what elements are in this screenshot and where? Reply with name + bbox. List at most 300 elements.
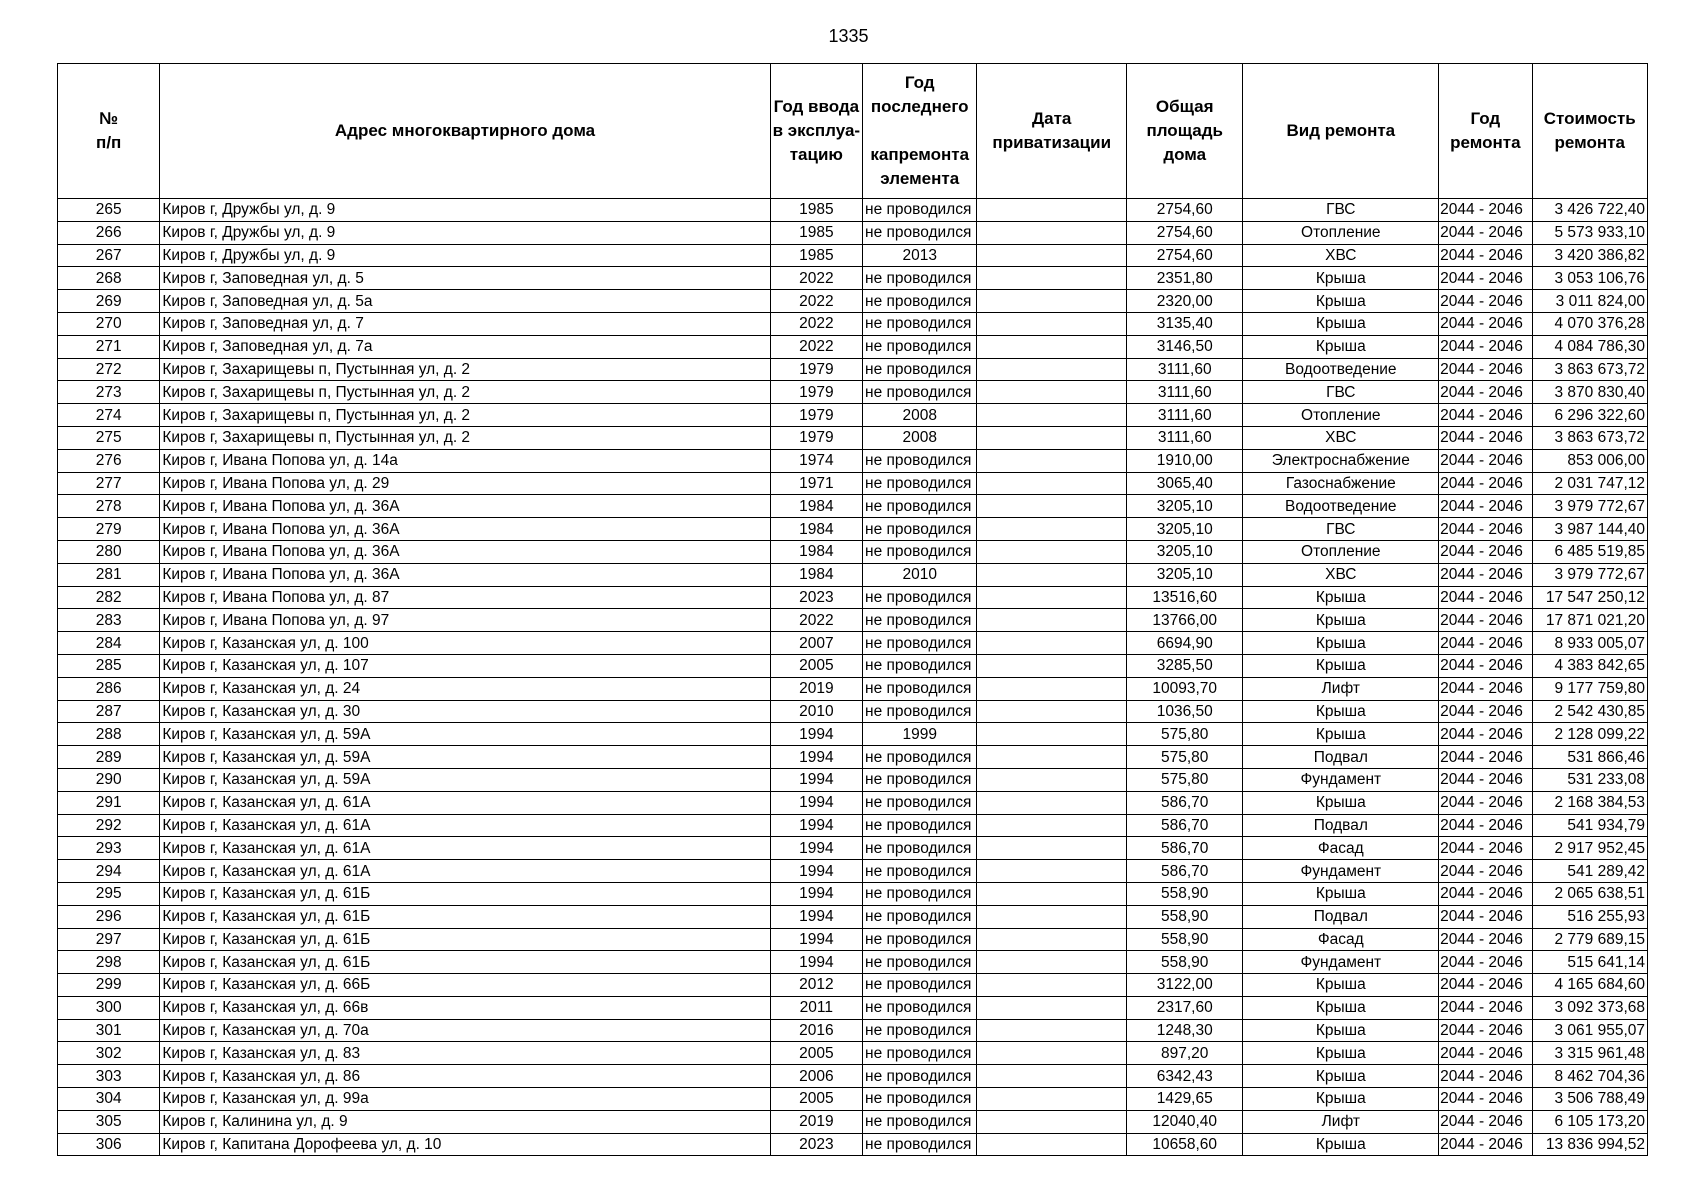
cell-last-repair: 1999 [863, 723, 977, 746]
cell-repair-year: 2044 - 2046 [1439, 951, 1532, 974]
cell-year-built: 1994 [770, 905, 862, 928]
cell-year-built: 2019 [770, 677, 862, 700]
table-row [58, 404, 1648, 427]
table-row [58, 381, 1648, 404]
cell-privatization [977, 244, 1127, 267]
cell-cost: 853 006,00 [1532, 449, 1647, 472]
cell-repair-year: 2044 - 2046 [1439, 586, 1532, 609]
cell-privatization [977, 746, 1127, 769]
cell-last-repair: не проводился [863, 518, 977, 541]
cell-address: Киров г, Казанская ул, д. 61Б [160, 951, 770, 974]
cell-area: 6694,90 [1127, 632, 1243, 655]
table-row [58, 244, 1648, 267]
cell-num: 302 [58, 1042, 160, 1065]
cell-repair-year: 2044 - 2046 [1439, 905, 1532, 928]
cell-cost: 6 485 519,85 [1532, 540, 1647, 563]
cell-address: Киров г, Захарищевы п, Пустынная ул, д. 2 [160, 358, 770, 381]
cell-area: 1036,50 [1127, 700, 1243, 723]
cell-cost: 541 934,79 [1532, 814, 1647, 837]
cell-last-repair: не проводился [863, 221, 977, 244]
cell-cost: 17 547 250,12 [1532, 586, 1647, 609]
cell-cost: 4 165 684,60 [1532, 974, 1647, 997]
cell-cost: 531 233,08 [1532, 768, 1647, 791]
cell-privatization [977, 495, 1127, 518]
cell-address: Киров г, Ивана Попова ул, д. 36А [160, 540, 770, 563]
cell-cost: 3 979 772,67 [1532, 563, 1647, 586]
cell-num: 303 [58, 1065, 160, 1088]
cell-cost: 3 987 144,40 [1532, 518, 1647, 541]
cell-num: 293 [58, 837, 160, 860]
cell-area: 586,70 [1127, 837, 1243, 860]
cell-address: Киров г, Казанская ул, д. 83 [160, 1042, 770, 1065]
cell-year-built: 1994 [770, 746, 862, 769]
cell-address: Киров г, Захарищевы п, Пустынная ул, д. 2 [160, 381, 770, 404]
cell-repair-type: Крыша [1243, 723, 1439, 746]
cell-last-repair: не проводился [863, 951, 977, 974]
cell-repair-type: Электроснабжение [1243, 449, 1439, 472]
cell-address: Киров г, Ивана Попова ул, д. 87 [160, 586, 770, 609]
cell-last-repair: не проводился [863, 290, 977, 313]
cell-num: 306 [58, 1133, 160, 1156]
cell-repair-year: 2044 - 2046 [1439, 974, 1532, 997]
cell-repair-type: Крыша [1243, 882, 1439, 905]
cell-address: Киров г, Казанская ул, д. 61Б [160, 882, 770, 905]
cell-last-repair: не проводился [863, 677, 977, 700]
cell-num: 299 [58, 974, 160, 997]
table-row [58, 632, 1648, 655]
cell-cost: 3 863 673,72 [1532, 358, 1647, 381]
header-cost: Стоимость ремонта [1532, 64, 1647, 199]
cell-address: Киров г, Дружбы ул, д. 9 [160, 221, 770, 244]
table-header [58, 64, 1648, 199]
cell-address: Киров г, Заповедная ул, д. 5а [160, 290, 770, 313]
cell-year-built: 1971 [770, 472, 862, 495]
cell-last-repair: не проводился [863, 381, 977, 404]
table-row [58, 1019, 1648, 1042]
cell-num: 273 [58, 381, 160, 404]
cell-year-built: 1994 [770, 951, 862, 974]
cell-repair-type: Крыша [1243, 586, 1439, 609]
cell-cost: 17 871 021,20 [1532, 609, 1647, 632]
cell-last-repair: не проводился [863, 1110, 977, 1133]
table-row [58, 426, 1648, 449]
table-row [58, 199, 1648, 222]
cell-area: 10093,70 [1127, 677, 1243, 700]
table-row [58, 540, 1648, 563]
cell-num: 290 [58, 768, 160, 791]
cell-area: 3205,10 [1127, 518, 1243, 541]
cell-repair-year: 2044 - 2046 [1439, 335, 1532, 358]
cell-repair-type: Лифт [1243, 677, 1439, 700]
cell-address: Киров г, Казанская ул, д. 61Б [160, 928, 770, 951]
cell-area: 558,90 [1127, 905, 1243, 928]
cell-repair-year: 2044 - 2046 [1439, 1065, 1532, 1088]
cell-repair-year: 2044 - 2046 [1439, 472, 1532, 495]
cell-repair-type: ГВС [1243, 199, 1439, 222]
cell-privatization [977, 1133, 1127, 1156]
cell-num: 266 [58, 221, 160, 244]
cell-last-repair: не проводился [863, 905, 977, 928]
cell-repair-year: 2044 - 2046 [1439, 609, 1532, 632]
cell-address: Киров г, Ивана Попова ул, д. 36А [160, 495, 770, 518]
cell-repair-year: 2044 - 2046 [1439, 540, 1532, 563]
cell-address: Киров г, Казанская ул, д. 59А [160, 723, 770, 746]
cell-repair-type: Газоснабжение [1243, 472, 1439, 495]
cell-address: Киров г, Заповедная ул, д. 7а [160, 335, 770, 358]
cell-year-built: 2022 [770, 335, 862, 358]
cell-last-repair: не проводился [863, 267, 977, 290]
cell-privatization [977, 472, 1127, 495]
cell-address: Киров г, Захарищевы п, Пустынная ул, д. 2 [160, 426, 770, 449]
cell-num: 282 [58, 586, 160, 609]
table-row [58, 267, 1648, 290]
cell-last-repair: не проводился [863, 358, 977, 381]
cell-num: 304 [58, 1088, 160, 1111]
table-row [58, 974, 1648, 997]
cell-num: 297 [58, 928, 160, 951]
cell-last-repair: не проводился [863, 609, 977, 632]
cell-repair-type: ХВС [1243, 563, 1439, 586]
cell-address: Киров г, Заповедная ул, д. 7 [160, 312, 770, 335]
cell-repair-type: Крыша [1243, 974, 1439, 997]
cell-privatization [977, 974, 1127, 997]
cell-repair-year: 2044 - 2046 [1439, 928, 1532, 951]
cell-privatization [977, 768, 1127, 791]
cell-num: 292 [58, 814, 160, 837]
cell-repair-year: 2044 - 2046 [1439, 267, 1532, 290]
table-row [58, 335, 1648, 358]
cell-privatization [977, 654, 1127, 677]
cell-privatization [977, 449, 1127, 472]
cell-repair-year: 2044 - 2046 [1439, 837, 1532, 860]
cell-num: 267 [58, 244, 160, 267]
cell-cost: 4 084 786,30 [1532, 335, 1647, 358]
cell-area: 575,80 [1127, 723, 1243, 746]
cell-num: 300 [58, 996, 160, 1019]
cell-repair-year: 2044 - 2046 [1439, 860, 1532, 883]
cell-address: Киров г, Казанская ул, д. 61А [160, 837, 770, 860]
cell-privatization [977, 404, 1127, 427]
cell-area: 897,20 [1127, 1042, 1243, 1065]
table-row [58, 221, 1648, 244]
cell-year-built: 1994 [770, 814, 862, 837]
cell-last-repair: 2008 [863, 404, 977, 427]
cell-area: 3135,40 [1127, 312, 1243, 335]
cell-last-repair: не проводился [863, 199, 977, 222]
cell-num: 272 [58, 358, 160, 381]
cell-address: Киров г, Капитана Дорофеева ул, д. 10 [160, 1133, 770, 1156]
cell-repair-year: 2044 - 2046 [1439, 404, 1532, 427]
cell-last-repair: не проводился [863, 1133, 977, 1156]
cell-cost: 2 031 747,12 [1532, 472, 1647, 495]
cell-cost: 2 917 952,45 [1532, 837, 1647, 860]
cell-repair-type: Фасад [1243, 837, 1439, 860]
table-row [58, 609, 1648, 632]
cell-num: 301 [58, 1019, 160, 1042]
cell-cost: 9 177 759,80 [1532, 677, 1647, 700]
cell-year-built: 1984 [770, 540, 862, 563]
cell-cost: 541 289,42 [1532, 860, 1647, 883]
cell-area: 2320,00 [1127, 290, 1243, 313]
cell-area: 558,90 [1127, 951, 1243, 974]
cell-repair-year: 2044 - 2046 [1439, 996, 1532, 1019]
cell-address: Киров г, Казанская ул, д. 66Б [160, 974, 770, 997]
cell-cost: 6 105 173,20 [1532, 1110, 1647, 1133]
cell-num: 277 [58, 472, 160, 495]
cell-cost: 3 426 722,40 [1532, 199, 1647, 222]
cell-repair-year: 2044 - 2046 [1439, 449, 1532, 472]
cell-year-built: 1985 [770, 221, 862, 244]
cell-repair-year: 2044 - 2046 [1439, 1133, 1532, 1156]
cell-area: 558,90 [1127, 928, 1243, 951]
table-row [58, 1133, 1648, 1156]
cell-address: Киров г, Ивана Попова ул, д. 36А [160, 563, 770, 586]
table-row [58, 905, 1648, 928]
cell-year-built: 1994 [770, 723, 862, 746]
cell-num: 291 [58, 791, 160, 814]
cell-area: 1910,00 [1127, 449, 1243, 472]
cell-privatization [977, 632, 1127, 655]
cell-last-repair: не проводился [863, 860, 977, 883]
cell-area: 3205,10 [1127, 563, 1243, 586]
cell-num: 279 [58, 518, 160, 541]
cell-repair-type: Отопление [1243, 540, 1439, 563]
cell-address: Киров г, Захарищевы п, Пустынная ул, д. 2 [160, 404, 770, 427]
cell-cost: 3 011 824,00 [1532, 290, 1647, 313]
cell-repair-type: Подвал [1243, 905, 1439, 928]
cell-area: 3111,60 [1127, 358, 1243, 381]
cell-address: Киров г, Ивана Попова ул, д. 97 [160, 609, 770, 632]
table-row [58, 1110, 1648, 1133]
cell-privatization [977, 563, 1127, 586]
cell-privatization [977, 860, 1127, 883]
table-row [58, 358, 1648, 381]
cell-cost: 3 420 386,82 [1532, 244, 1647, 267]
cell-repair-year: 2044 - 2046 [1439, 791, 1532, 814]
cell-repair-year: 2044 - 2046 [1439, 768, 1532, 791]
cell-year-built: 1994 [770, 791, 862, 814]
cell-cost: 3 053 106,76 [1532, 267, 1647, 290]
cell-area: 1429,65 [1127, 1088, 1243, 1111]
cell-num: 287 [58, 700, 160, 723]
cell-repair-type: Фасад [1243, 928, 1439, 951]
cell-area: 3122,00 [1127, 974, 1243, 997]
cell-last-repair: не проводился [863, 1065, 977, 1088]
cell-repair-type: Фундамент [1243, 951, 1439, 974]
header-num: № п/п [58, 64, 160, 199]
table-row [58, 586, 1648, 609]
cell-cost: 3 092 373,68 [1532, 996, 1647, 1019]
cell-year-built: 1984 [770, 495, 862, 518]
cell-repair-type: Крыша [1243, 996, 1439, 1019]
cell-address: Киров г, Казанская ул, д. 61А [160, 814, 770, 837]
cell-year-built: 2023 [770, 1133, 862, 1156]
cell-year-built: 1994 [770, 768, 862, 791]
cell-repair-year: 2044 - 2046 [1439, 1019, 1532, 1042]
cell-last-repair: не проводился [863, 335, 977, 358]
table-row [58, 1042, 1648, 1065]
cell-year-built: 1985 [770, 199, 862, 222]
table-row [58, 563, 1648, 586]
cell-privatization [977, 290, 1127, 313]
cell-last-repair: не проводился [863, 768, 977, 791]
cell-num: 305 [58, 1110, 160, 1133]
cell-year-built: 2011 [770, 996, 862, 1019]
cell-area: 575,80 [1127, 768, 1243, 791]
table-row [58, 768, 1648, 791]
cell-repair-type: Крыша [1243, 1042, 1439, 1065]
cell-cost: 13 836 994,52 [1532, 1133, 1647, 1156]
cell-last-repair: не проводился [863, 837, 977, 860]
cell-num: 281 [58, 563, 160, 586]
cell-year-built: 1984 [770, 518, 862, 541]
cell-last-repair: не проводился [863, 495, 977, 518]
cell-repair-type: Крыша [1243, 335, 1439, 358]
table-body [58, 199, 1648, 1156]
cell-cost: 515 641,14 [1532, 951, 1647, 974]
cell-cost: 2 542 430,85 [1532, 700, 1647, 723]
header-repair-type: Вид ремонта [1243, 64, 1439, 199]
table-row [58, 495, 1648, 518]
cell-cost: 8 933 005,07 [1532, 632, 1647, 655]
cell-cost: 6 296 322,60 [1532, 404, 1647, 427]
table-row [58, 700, 1648, 723]
cell-repair-type: ХВС [1243, 426, 1439, 449]
header-repair-year: Год ремонта [1439, 64, 1532, 199]
cell-last-repair: не проводился [863, 974, 977, 997]
cell-repair-type: Крыша [1243, 632, 1439, 655]
cell-address: Киров г, Казанская ул, д. 59А [160, 768, 770, 791]
cell-num: 269 [58, 290, 160, 313]
cell-area: 575,80 [1127, 746, 1243, 769]
cell-repair-year: 2044 - 2046 [1439, 632, 1532, 655]
cell-area: 3111,60 [1127, 426, 1243, 449]
cell-last-repair: не проводился [863, 1019, 977, 1042]
cell-cost: 3 315 961,48 [1532, 1042, 1647, 1065]
cell-last-repair: не проводился [863, 586, 977, 609]
cell-repair-type: Фундамент [1243, 768, 1439, 791]
cell-num: 271 [58, 335, 160, 358]
cell-repair-year: 2044 - 2046 [1439, 1042, 1532, 1065]
cell-address: Киров г, Казанская ул, д. 24 [160, 677, 770, 700]
cell-repair-type: Крыша [1243, 1088, 1439, 1111]
cell-area: 586,70 [1127, 791, 1243, 814]
cell-year-built: 1979 [770, 426, 862, 449]
cell-privatization [977, 928, 1127, 951]
cell-cost: 4 070 376,28 [1532, 312, 1647, 335]
cell-repair-year: 2044 - 2046 [1439, 654, 1532, 677]
cell-area: 1248,30 [1127, 1019, 1243, 1042]
cell-repair-type: Подвал [1243, 814, 1439, 837]
cell-repair-year: 2044 - 2046 [1439, 814, 1532, 837]
cell-year-built: 2012 [770, 974, 862, 997]
cell-privatization [977, 791, 1127, 814]
cell-repair-type: Водоотведение [1243, 495, 1439, 518]
cell-last-repair: не проводился [863, 540, 977, 563]
cell-repair-year: 2044 - 2046 [1439, 358, 1532, 381]
table-row [58, 654, 1648, 677]
cell-privatization [977, 882, 1127, 905]
cell-year-built: 1979 [770, 404, 862, 427]
cell-cost: 8 462 704,36 [1532, 1065, 1647, 1088]
cell-num: 280 [58, 540, 160, 563]
cell-repair-year: 2044 - 2046 [1439, 882, 1532, 905]
cell-repair-type: Лифт [1243, 1110, 1439, 1133]
cell-repair-year: 2044 - 2046 [1439, 199, 1532, 222]
cell-privatization [977, 1042, 1127, 1065]
table-row [58, 312, 1648, 335]
cell-repair-type: Крыша [1243, 1019, 1439, 1042]
cell-last-repair: не проводился [863, 746, 977, 769]
cell-last-repair: не проводился [863, 882, 977, 905]
cell-year-built: 1994 [770, 860, 862, 883]
cell-area: 586,70 [1127, 860, 1243, 883]
cell-repair-type: Крыша [1243, 654, 1439, 677]
cell-area: 2351,80 [1127, 267, 1243, 290]
cell-privatization [977, 723, 1127, 746]
cell-privatization [977, 518, 1127, 541]
cell-address: Киров г, Казанская ул, д. 61А [160, 860, 770, 883]
cell-privatization [977, 996, 1127, 1019]
table-row [58, 860, 1648, 883]
cell-year-built: 1985 [770, 244, 862, 267]
cell-area: 586,70 [1127, 814, 1243, 837]
cell-last-repair: не проводился [863, 996, 977, 1019]
cell-privatization [977, 540, 1127, 563]
cell-num: 283 [58, 609, 160, 632]
cell-last-repair: не проводился [863, 632, 977, 655]
cell-last-repair: не проводился [863, 1088, 977, 1111]
cell-privatization [977, 199, 1127, 222]
table-row [58, 746, 1648, 769]
cell-area: 13516,60 [1127, 586, 1243, 609]
cell-privatization [977, 700, 1127, 723]
header-address: Адрес многоквартирного дома [160, 64, 770, 199]
cell-area: 558,90 [1127, 882, 1243, 905]
cell-cost: 5 573 933,10 [1532, 221, 1647, 244]
table-row [58, 951, 1648, 974]
cell-repair-type: Отопление [1243, 404, 1439, 427]
cell-cost: 3 506 788,49 [1532, 1088, 1647, 1111]
cell-address: Киров г, Ивана Попова ул, д. 29 [160, 472, 770, 495]
cell-year-built: 2005 [770, 1042, 862, 1065]
cell-repair-year: 2044 - 2046 [1439, 746, 1532, 769]
cell-privatization [977, 609, 1127, 632]
cell-year-built: 2010 [770, 700, 862, 723]
cell-cost: 3 870 830,40 [1532, 381, 1647, 404]
cell-privatization [977, 905, 1127, 928]
cell-repair-year: 2044 - 2046 [1439, 244, 1532, 267]
cell-privatization [977, 814, 1127, 837]
cell-repair-type: ГВС [1243, 518, 1439, 541]
cell-address: Киров г, Казанская ул, д. 107 [160, 654, 770, 677]
cell-area: 3285,50 [1127, 654, 1243, 677]
cell-last-repair: не проводился [863, 928, 977, 951]
cell-last-repair: 2008 [863, 426, 977, 449]
header-privatization: Дата приватизации [977, 64, 1127, 199]
cell-num: 276 [58, 449, 160, 472]
cell-address: Киров г, Казанская ул, д. 70а [160, 1019, 770, 1042]
cell-last-repair: не проводился [863, 700, 977, 723]
cell-num: 278 [58, 495, 160, 518]
cell-year-built: 1979 [770, 381, 862, 404]
cell-year-built: 1984 [770, 563, 862, 586]
cell-num: 275 [58, 426, 160, 449]
cell-num: 289 [58, 746, 160, 769]
cell-year-built: 2016 [770, 1019, 862, 1042]
cell-repair-type: Крыша [1243, 791, 1439, 814]
cell-year-built: 1994 [770, 837, 862, 860]
